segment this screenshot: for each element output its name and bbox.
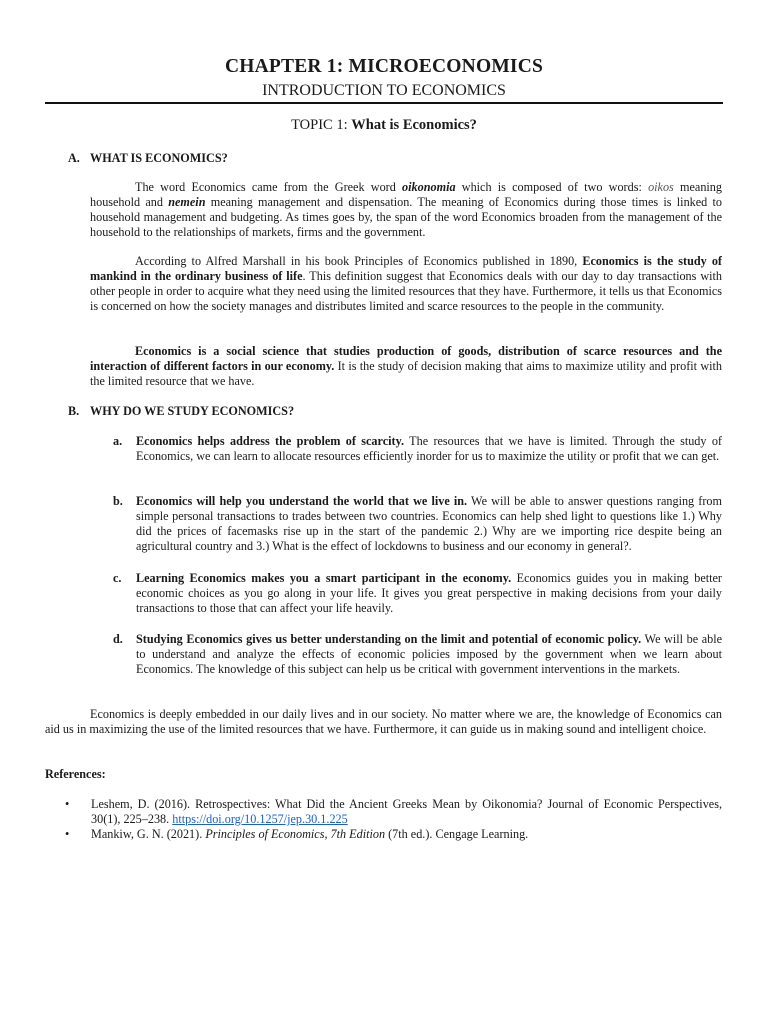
text-run: The word Economics came from the Greek word — [135, 180, 403, 194]
list-item-marker: a. — [113, 434, 123, 448]
list-item-text: The resources that we have is limited. Through the study of Economics, we can learn to allocate resources efficiently inorder for us to maximize the utility or profit that we can get. — [136, 434, 722, 463]
list-item-marker: d. — [113, 632, 123, 646]
chapter-title: CHAPTER 1: MICROECONOMICS — [224, 56, 544, 77]
list-item-marker: c. — [113, 571, 122, 585]
section-b-heading — [68, 404, 294, 419]
topic-title: What is Economics? — [351, 117, 477, 133]
paragraph-etymology — [90, 180, 722, 240]
reference-text: Mankiw, G. N. (2021). — [91, 827, 206, 841]
list-item — [113, 632, 722, 677]
paragraph-marshall — [90, 254, 722, 314]
section-b-marker: B. — [68, 404, 80, 418]
term-nemein: nemein — [168, 195, 206, 209]
closing-text: Economics is deeply embedded in our daily lives and in our society. No matter where we are, the knowledge of Economics can aid us in maximizing the use of the limited resources that we have. Furthermore, it can guide us in making sound and intelligent choice. — [45, 707, 722, 736]
list-item — [113, 434, 722, 464]
paragraph-social-science — [90, 344, 722, 389]
definition-bold: Economics is the study of mankind in the ordinary business of life — [90, 254, 722, 283]
topic-heading — [0, 117, 768, 134]
text-run: . This definition suggest that Economics deals with our day to day transactions with other people in order to acquire what they need using the limited resources that they have. Furthermore, it tells us that Economics is concerned on how the society manages and distributes limited and scarce resources to the people in the community. — [90, 269, 722, 313]
list-item-text: We will be able to answer questions ranging from simple personal transactions to trades between two countries. Economics can help shed light to questions like 1.) Why did the prices of facemasks rise up in the start of the pandemic 2.) Why are we importing rice despite being an agricultural country and 3.) What is the effect of lockdowns to business and our economy in general?. — [136, 494, 723, 553]
chapter-subtitle: INTRODUCTION TO ECONOMICS — [262, 82, 506, 99]
bullet: • — [65, 827, 70, 841]
term-oikonomia: oikonomia — [402, 180, 456, 194]
text-run: According to Alfred Marshall in his book Principles of Economics published in 1890, — [135, 254, 583, 268]
list-item-lead: Economics will help you understand the world that we live in. — [136, 494, 468, 508]
term-oikos: oikos — [648, 180, 674, 194]
list-item — [113, 494, 722, 554]
closing-paragraph — [45, 707, 722, 737]
list-item-text: We will be able to understand and analyze the effects of economic policies imposed by the government when we learn about Economics. The knowledge of this subject can help us be critical with government interventions in the markets. — [136, 632, 722, 676]
reference-item — [65, 797, 722, 827]
list-item-marker: b. — [113, 494, 123, 508]
text-run: meaning household and — [90, 180, 722, 209]
reference-text: Leshem, D. (2016). Retrospectives: What Did the Ancient Greeks Mean by Oikonomia? Journal of Economic Perspectives, 30(1), 225–238. — [91, 797, 722, 826]
list-item-text: Economics guides you in making better economic choices as you go along in your life. It gives you great perspective in making decisions from your daily transactions to those that can affect your life heavily. — [136, 571, 722, 615]
section-a-heading — [68, 151, 228, 166]
definition-bold: Economics is a social science that studies production of goods, distribution of scarce resources and the interaction of different factors in our economy. — [90, 344, 722, 373]
list-item-lead: Studying Economics gives us better understanding on the limit and potential of economic policy. — [136, 632, 642, 646]
reference-book-title: Principles of Economics, 7th Edition — [205, 827, 386, 841]
header-divider — [45, 102, 723, 104]
topic-prefix: TOPIC 1: — [291, 117, 352, 133]
section-b-title: WHY DO WE STUDY ECONOMICS? — [90, 404, 295, 418]
reference-text: (7th ed.). Cengage Learning. — [385, 827, 529, 841]
text-run: It is the study of decision making that aims to maximize utility and profit with the limited resource that we have. — [90, 359, 723, 388]
reference-item — [65, 827, 722, 842]
list-item — [113, 571, 722, 616]
list-item-lead: Learning Economics makes you a smart participant in the economy. — [136, 571, 512, 585]
list-item-lead: Economics helps address the problem of scarcity. — [136, 434, 405, 448]
section-a-title: WHAT IS ECONOMICS? — [90, 151, 228, 165]
bullet: • — [65, 797, 70, 811]
section-a-marker: A. — [68, 151, 80, 165]
references-heading: References: — [45, 767, 106, 781]
text-run: meaning management and dispensation. The meaning of Economics during those times is linked to household management and budgeting. As times goes by, the span of the word Economics broaden from the management of the household to the relationships of markets, firms and the government. — [90, 195, 723, 239]
text-run: which is composed of two words: — [455, 180, 649, 194]
doi-link[interactable]: https://doi.org/10.1257/jep.30.1.225 — [172, 812, 348, 826]
